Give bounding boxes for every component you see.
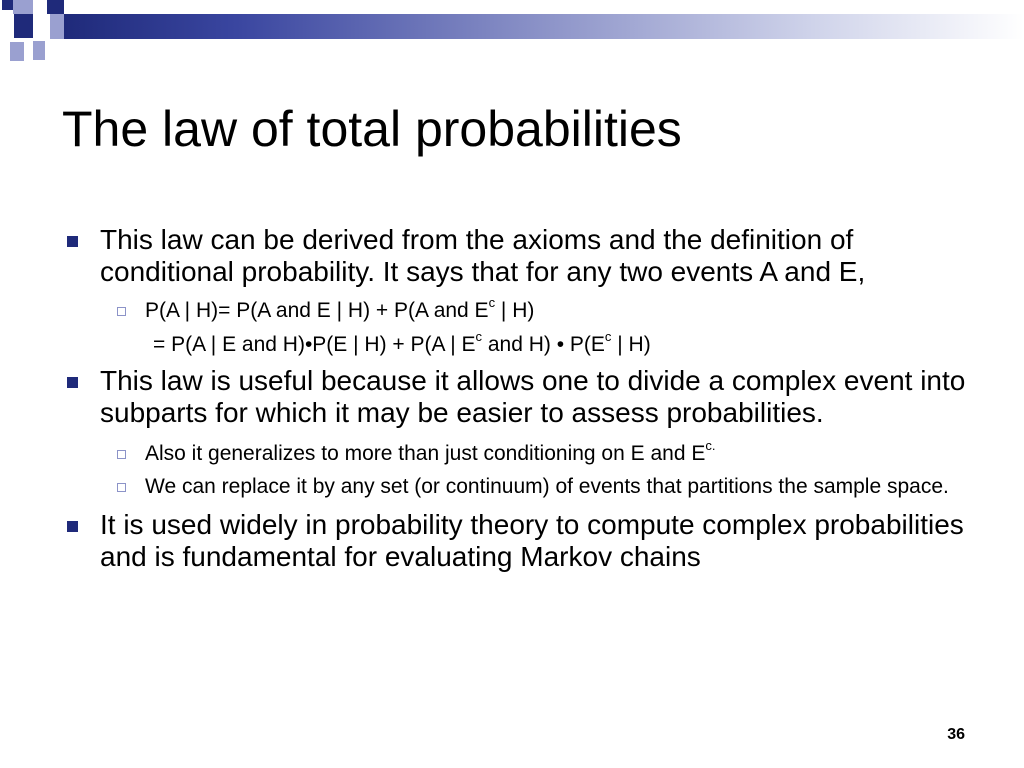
superscript: c <box>475 329 483 345</box>
formula-text: | H) <box>495 299 535 322</box>
formula-text: P(A | H)= P(A and E | H) + P(A and E <box>145 299 489 322</box>
hollow-square-bullet-icon <box>117 307 126 316</box>
sub-bullet-item <box>64 438 979 466</box>
hollow-square-bullet-icon <box>117 450 126 459</box>
square-bullet-icon <box>67 521 78 532</box>
bullet-item <box>64 509 979 573</box>
deco-square <box>33 0 47 12</box>
deco-square <box>50 14 64 39</box>
slide-title: The law of total probabilities <box>62 101 682 157</box>
bullet-text: It is used widely in probability theory to compute complex probabilities and is fundamental for evaluating Markov chains <box>100 509 964 572</box>
square-bullet-icon <box>67 236 78 247</box>
sub-bullet-text: We can replace it by any set (or continuum) of events that partitions the sample space. <box>145 475 949 498</box>
deco-square <box>47 0 64 14</box>
deco-square <box>38 14 50 38</box>
formula-line-1 <box>145 295 535 322</box>
superscript: c <box>488 295 496 311</box>
sub-bullet-item <box>64 295 979 323</box>
bullet-item <box>64 224 979 288</box>
sub-bullet-text: Also it generalizes to more than just conditioning on E and E <box>145 442 706 465</box>
formula-line-2 <box>64 329 979 357</box>
superscript: c <box>604 329 612 345</box>
formula-text: = P(A | E and H)•P(E | H) + P(A | E <box>153 333 476 356</box>
sub-bullet-item <box>64 474 979 499</box>
superscript: c. <box>705 438 716 454</box>
deco-square <box>13 0 33 14</box>
formula-text: and H) • P(E <box>482 333 605 356</box>
deco-square <box>33 41 45 60</box>
header-decoration <box>0 0 1024 70</box>
deco-square <box>14 14 33 38</box>
square-bullet-icon <box>67 377 78 388</box>
bullet-text: This law can be derived from the axioms and the definition of conditional probability. It says that for any two events A and E, <box>100 224 866 287</box>
deco-square <box>2 0 13 10</box>
bullet-item <box>64 365 979 429</box>
page-number: 36 <box>947 726 965 743</box>
hollow-square-bullet-icon <box>117 483 126 492</box>
header-gradient-band <box>64 14 1024 39</box>
deco-square <box>10 42 24 61</box>
formula-text: | H) <box>611 333 651 356</box>
bullet-text: This law is useful because it allows one to divide a complex event into subparts for which it may be easier to assess probabilities. <box>100 365 966 428</box>
slide-content <box>64 224 979 573</box>
